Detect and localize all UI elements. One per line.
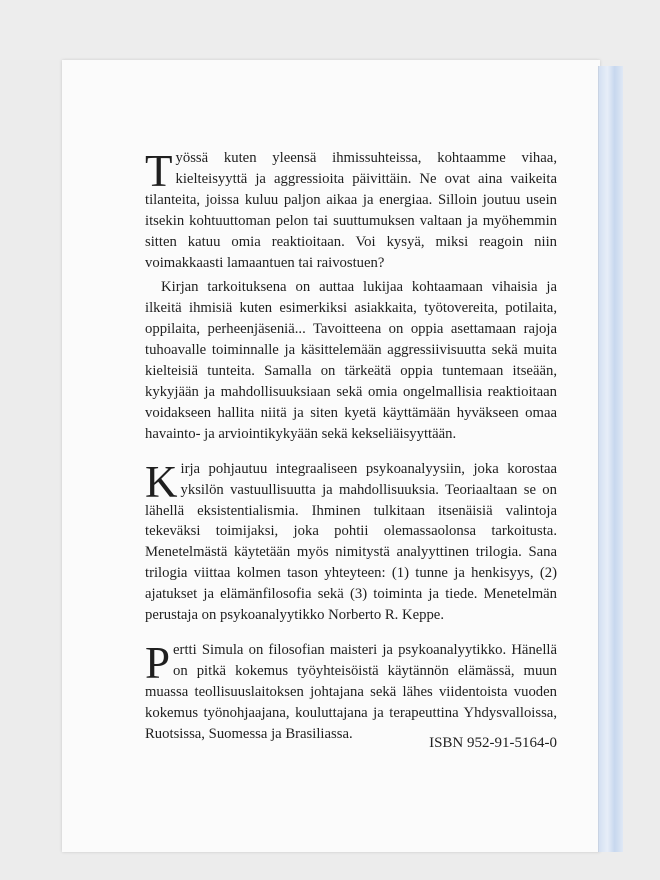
author-text: ertti Simula on filosofian maisteri ja psykoanalyytikko. Hänellä on pitkä kokemus työyhteisöistä käytännön elämässä, muun muassa teollisuuslaitoksen johtajana sekä lähes viidentoista vuoden kokemus työnohjaajana, kouluttajana ja terapeuttina Yhdysvalloissa, Ruotsissa, Suomessa ja Brasiliassa. bbox=[145, 641, 557, 742]
method-text: irja pohjautuu integraaliseen psykoanalyysiin, joka korostaa yksilön vastuullisuutta ja mahdollisuuksia. Teoriaaltaan se on lähellä eksistentialismia. Ihminen tulkitaan itsenäisiä valintoja tekeväksi toimijaksi, joka pohtii olemassaolonsa tarkoitusta. Menetelmästä käytetään myös nimitystä analyyttinen trilogia. Sana trilogia viittaa kolmen tason yhteyteen: (1) tunne ja henkisyys, (2) ajatukset ja elämänfilosofia sekä (3) toiminta ja tiede. Menetelmän perustaja on psykoanalyytikko Norberto R. Keppe. bbox=[145, 460, 557, 624]
dropcap-t: T bbox=[145, 146, 173, 196]
dropcap-p: P bbox=[145, 637, 171, 688]
method-paragraph bbox=[145, 456, 557, 626]
author-paragraph bbox=[145, 637, 557, 745]
back-cover-text bbox=[145, 148, 557, 744]
isbn-number: ISBN 952-91-5164-0 bbox=[429, 735, 557, 751]
cover-edge bbox=[598, 66, 623, 852]
method-section bbox=[145, 456, 557, 626]
intro-section bbox=[145, 148, 557, 445]
intro-paragraph bbox=[145, 148, 557, 273]
dropcap-k: K bbox=[145, 456, 178, 507]
purpose-paragraph: Kirjan tarkoituksena on auttaa lukijaa kohtaamaan vihaisia ja ilkeitä ihmisiä kuten esimerkiksi asiakkaita, työtovereita, potilaita, oppilaita, perheenjäseniä... Tavoitteena on oppia asettamaan rajoja tuhoavalle toiminnalle ja käsittelemään aggressiivisuutta sekä muita kielteisiä tunteita. Samalla on tärkeätä oppia tuntemaan itseään, kykyjään ja mahdollisuuksiaan sekä omia ongelmallisia reaktioitaan voidakseen hallita niitä ja siten kyetä käyttämään hyväkseen omaa havainto- ja arviointikykyään sekä kekseliäisyyttään. bbox=[145, 279, 557, 442]
intro-text: yössä kuten yleensä ihmissuhteissa, kohtaamme vihaa, kielteisyyttä ja aggressioita päivittäin. Ne ovat aina vaikeita tilanteita, joissa kuluu paljon aikaa ja energiaa. Silloin joutuu usein itsekin kohtuuttoman pelon tai suuttumuksen valtaan ja myöhemmin sitten katuu omia reaktioitaan. Voi kysyä, miksi reagoin niin voimakkaasti lamaantuen tai raivostuen? bbox=[145, 150, 557, 271]
author-section bbox=[145, 637, 557, 745]
background bbox=[0, 0, 660, 60]
